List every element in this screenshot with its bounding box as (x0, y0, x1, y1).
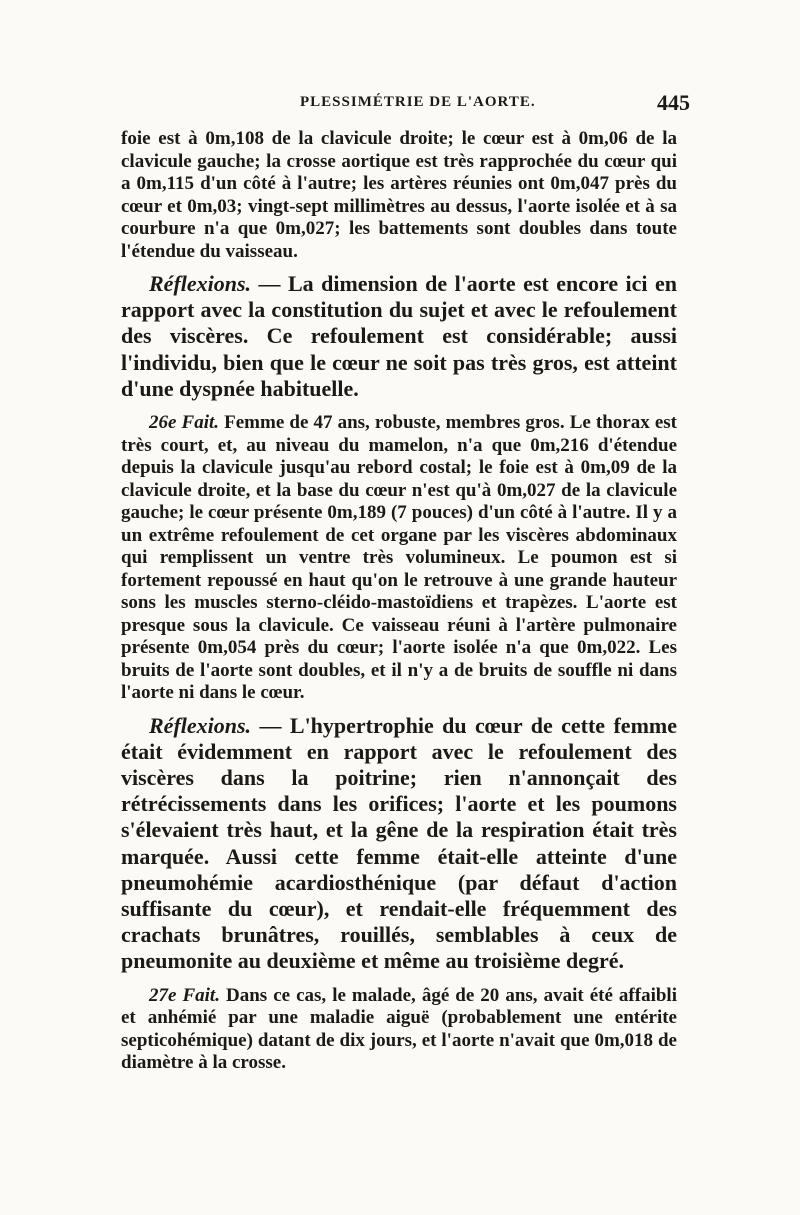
paragraph-text: Femme de 47 ans, robuste, membres gros. Le thorax est très court, et, au niveau du mamelon, n'a que 0m,216 d'étendue depuis la clavicule jusqu'au rebord costal; le foie est à 0m,09 de la clavicule droite, et la base du cœur n'est qu'à 0m,027 de la clavicule gauche; le cœur présente 0m,189 (7 pouces) d'un côté à l'autre. Il y a un extrême refoulement de cet organe par les viscères abdominaux qui remplissent un ventre très volumineux. Le poumon est si fortement repoussé en haut qu'on le retrouve à une grande hauteur sons les muscles sterno-cléido-mastoïdiens et trapèzes. L'aorte est presque sous la clavicule. Ce vaisseau réuni à l'artère pulmonaire présente 0m,054 près du cœur; l'aorte isolée n'a que 0m,022. Les bruits de l'aorte sont doubles, et il n'y a de bruits de souffle ni dans l'aorte ni dans le cœur. (121, 412, 677, 704)
paragraph-lead: Réflexions. (149, 271, 252, 296)
paragraph-text: foie est à 0m,108 de la clavicule droite; le cœur est à 0m,06 de la clavicule gauche; la crosse aortique est très rapprochée du cœur qui a 0m,115 d'un côté à l'autre; les artères réunies ont 0m,047 près du cœur et 0m,03; vingt-sept millimètres au dessus, l'aorte isolée et à sa courbure n'a que 0m,027; les battements sont doubles dans toute l'étendue du vaisseau. (121, 128, 677, 262)
paragraph-fait-26 (121, 412, 677, 705)
page-number: 445 (657, 90, 690, 115)
paragraph-lead: 27e Fait. (149, 984, 220, 1006)
paragraph-text: — La dimension de l'aorte est encore ici en rapport avec la constitution du sujet et avec le refoulement des viscères. Ce refoulement est considérable; aussi l'individu, bien que le cœur ne soit pas très gros, est atteint d'une dyspnée habituelle. (121, 271, 677, 401)
page-body (121, 128, 677, 1075)
paragraph-text: Dans ce cas, le malade, âgé de 20 ans, avait été affaibli et anhémié par une maladie aiguë (probablement une entérite septicohémique) datant de dix jours, et l'aorte n'avait que 0m,018 de diamètre à la crosse. (121, 984, 677, 1074)
paragraph-fait-27 (121, 985, 677, 1075)
paragraph-reflexions-1 (121, 271, 677, 402)
paragraph-lead: 26e Fait. (149, 412, 220, 434)
paragraph-reflexions-2 (121, 713, 677, 975)
paragraph-text: — L'hypertrophie du cœur de cette femme était évidemment en rapport avec le refoulement des viscères dans la poitrine; rien n'annonçait des rétrécissements dans les orifices; l'aorte et les poumons s'élevaient très haut, et la gêne de la respiration était très marquée. Aussi cette femme était-elle atteinte d'une pneumohémie acardiosthénique (par défaut d'action suffisante du cœur), et rendait-elle fréquemment des crachats brunâtres, rouillés, semblables à ceux de pneumonite au deuxième et même au troisième degré. (121, 712, 677, 974)
paragraph-continuation (121, 128, 677, 263)
running-head: PLESSIMÉTRIE DE L'AORTE. (300, 94, 536, 110)
paragraph-lead: Réflexions. (149, 712, 252, 738)
